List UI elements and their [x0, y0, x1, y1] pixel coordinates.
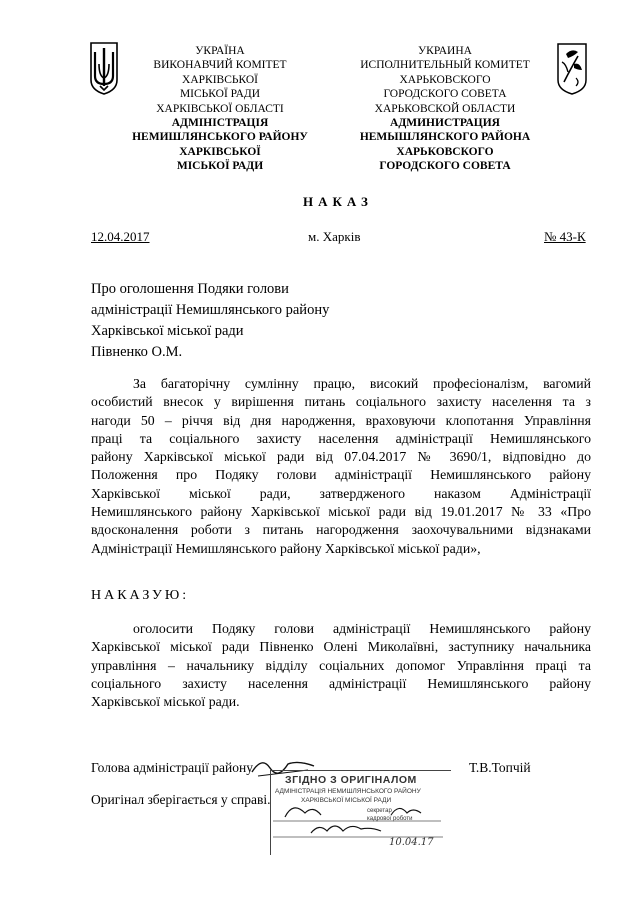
- document-subject: [91, 279, 491, 363]
- header-right-line: ХАРЬКОВСКОЙ ОБЛАСТИ: [374, 102, 516, 115]
- preamble-line: Немишлянського району Харківської міської ради від 19.01.2017 № 33 «Про: [91, 504, 591, 520]
- header-left-line: ВИКОНАВЧИЙ КОМІТЕТ: [153, 59, 287, 72]
- header-right-line: ИСПОЛНИТЕЛЬНЫЙ КОМИТЕТ: [360, 59, 530, 72]
- order-line: управління – начальнику відділу соціальних допомог Управління праці та: [91, 657, 591, 673]
- header-right-line: НЕМЫШЛЯНСКОГО РАЙОНА: [359, 131, 531, 144]
- subject-line: адміністрації Немишлянського району: [91, 302, 330, 318]
- order-paragraph: [91, 620, 591, 711]
- header-left-line: АДМІНІСТРАЦІЯ: [171, 117, 269, 130]
- order-line: оголосити Подяку голови адміністрації Немишлянського району: [133, 621, 591, 636]
- preamble-line: Положення про Подяку голови адміністрації Немишлянського району: [91, 467, 591, 483]
- header-right-line: ХАРЬКОВСКОГО: [396, 145, 494, 158]
- order-line: соціального захисту населення адміністрації Немишлянського району: [91, 675, 591, 691]
- stamp-line: ХАРКІВСЬКОЇ МІСЬКОЇ РАДИ: [301, 797, 392, 804]
- signature-position: Голова адміністрації району: [91, 760, 253, 775]
- subject-line: Півненко О.М.: [91, 344, 183, 360]
- header-left-line: МІСЬКОЇ РАДИ: [179, 88, 261, 101]
- certification-stamp: [270, 770, 451, 855]
- signature-name: Т.В.Топчій: [469, 760, 531, 775]
- header-right-line: АДМИНИСТРАЦИЯ: [390, 117, 500, 130]
- preamble-line: Харківської міської ради, затвердженого наказом Адміністрації: [91, 485, 591, 501]
- preamble-line: За багаторічну сумлінну працю, високий професіоналізм, вагомий: [133, 376, 591, 391]
- preamble-line: нагоди 50 – річчя від дня народження, враховуючи клопотання Управління: [91, 412, 591, 428]
- order-line: Харківської міської ради Півненко Олені Миколаївні, заступнику начальника: [91, 639, 591, 655]
- stamp-line: АДМІНІСТРАЦІЯ НЕМИШЛЯНСЬКОГО РАЙОНУ: [275, 788, 421, 795]
- header-left-line: МІСЬКОЇ РАДИ: [176, 160, 264, 173]
- header-left-line: ХАРКІВСЬКОЇ ОБЛАСТІ: [156, 102, 284, 115]
- document-number: № 43-К: [544, 229, 586, 244]
- preamble-line: вдосконалення роботи з питань нагородження заохочувальними відзнаками: [91, 522, 591, 538]
- header-right-line: ХАРЬКОВСКОГО: [399, 73, 491, 86]
- order-word: НАКАЗУЮ:: [91, 588, 190, 603]
- header-left-line: УКРАЇНА: [195, 45, 245, 57]
- header-left: [110, 44, 330, 174]
- document-title: НАКАЗ: [303, 194, 373, 209]
- header-right-line: ГОРОДСКОГО СОВЕТА: [383, 88, 507, 101]
- subject-line: Харківської міської ради: [91, 323, 244, 339]
- order-line: Харківської міської ради.: [91, 694, 240, 710]
- preamble-line: Адміністрації Немишлянського району Харківської міської ради»,: [91, 540, 481, 556]
- stamp-title: ЗГІДНО З ОРИГІНАЛОМ: [285, 774, 417, 786]
- preamble-line: праці та соціального захисту населення адміністрації Немишлянського: [91, 430, 591, 446]
- header-right: [335, 44, 555, 174]
- kharkiv-coat-of-arms-icon: [556, 42, 588, 96]
- header-left-line: ХАРКІВСЬКОЇ: [182, 73, 258, 86]
- header-left-line: НЕМИШЛЯНСЬКОГО РАЙОНУ: [132, 131, 308, 144]
- stamp-date: 10.04.17: [389, 837, 434, 848]
- subject-line: Про оголошення Подяки голови: [91, 281, 289, 297]
- preamble-line: особистий внесок у вирішення питань соціального захисту населення та з: [91, 394, 591, 410]
- stamp-line: секретар: [367, 808, 392, 814]
- original-note: Оригінал зберігається у справі.: [91, 792, 271, 807]
- preamble-paragraph: [91, 375, 591, 558]
- header-right-line: ГОРОДСКОГО СОВЕТА: [379, 160, 511, 173]
- header-right-line: УКРАИНА: [418, 45, 472, 57]
- stamp-line: кадрової роботи: [367, 816, 413, 822]
- preamble-line: району Харківської міської ради від 07.04.2017 № 3690/1, відповідно до: [91, 449, 591, 465]
- document-date: 12.04.2017: [91, 229, 150, 244]
- document-city: м. Харків: [308, 229, 361, 244]
- header-left-line: ХАРКІВСЬКОЇ: [179, 145, 261, 158]
